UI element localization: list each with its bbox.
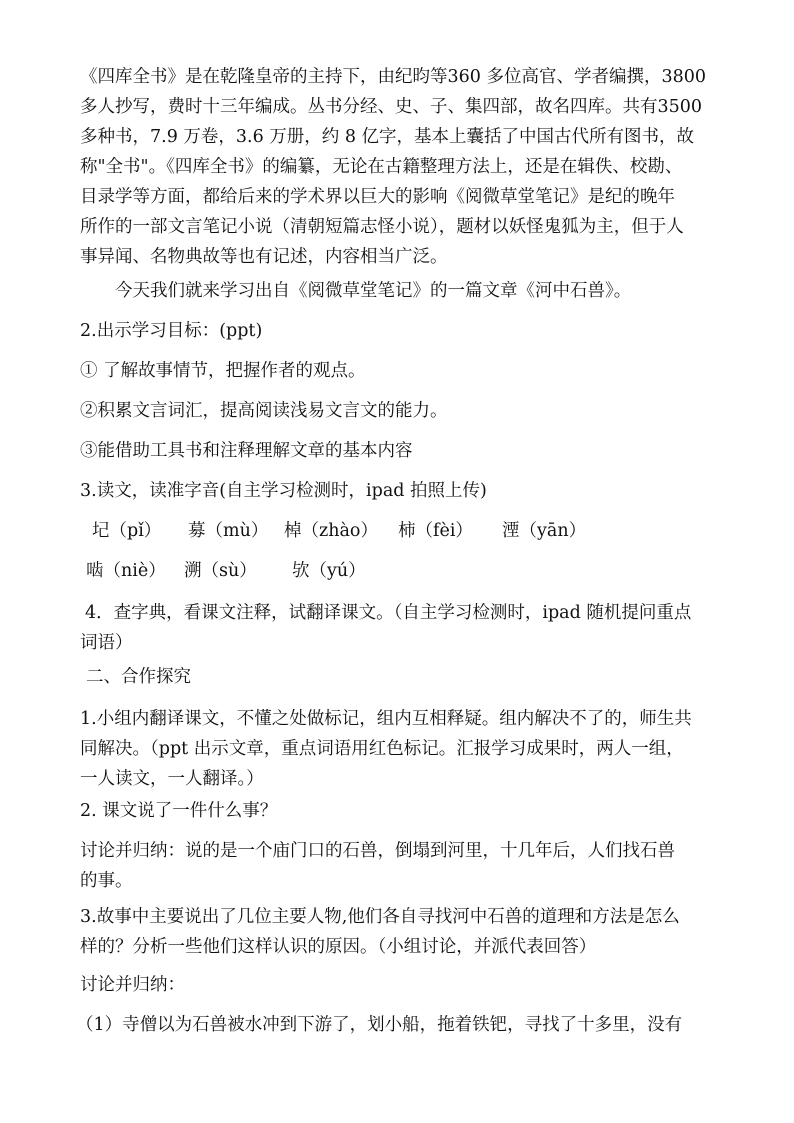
step4-line: 词语） [80, 633, 133, 653]
pinyin-item: 棹（zhào） [284, 521, 378, 541]
coop3-line: 3.故事中主要说出了几位主要人物,他们各自寻找河中石兽的道理和方法是怎么 [80, 907, 680, 927]
step4-paragraph [80, 598, 720, 658]
coop2-question: 2. 课文说了一件什么事？ [80, 801, 278, 821]
today-sentence: 今天我们就来学习出自《阅微草堂笔记》的一篇文章《河中石兽》。 [115, 281, 632, 301]
pinyin-item: 圮（pǐ） [92, 521, 162, 541]
goal-item: ②积累文言词汇，提高阅读浅易文言文的能力。 [80, 401, 448, 421]
intro-line: 称"全书"。《四库全书》的编纂，无论在古籍整理方法上，还是在辑佚、校勘、 [80, 157, 683, 177]
intro-line: 《四库全书》是在乾隆皇帝的主持下，由纪昀等360 多位高官、学者编撰，3800 [80, 67, 706, 87]
intro-paragraph [80, 62, 720, 272]
pinyin-item: 欤（yú） [292, 561, 366, 581]
intro-line: 所作的一部文言笔记小说（清朝短篇志怪小说），题材以妖怪鬼狐为主，但于人 [80, 217, 684, 237]
intro-line: 多种书，7.9 万卷，3.6 万册，约 8 亿字，基本上囊括了中国古代所有图书，故 [80, 127, 695, 147]
pinyin-item: 湮（yān） [502, 521, 587, 541]
intro-line: 事异闻、名物典故等也有记述，内容相当广泛。 [80, 247, 448, 267]
coop3-line: 样的？分析一些他们这样认识的原因。（小组讨论，并派代表回答） [80, 937, 597, 957]
intro-line: 多人抄写，费时十三年编成。丛书分经、史、子、集四部，故名四库。共有3500 [80, 97, 703, 117]
coop1-line: 一人读文，一人翻译。） [80, 769, 264, 789]
pinyin-row-2 [80, 556, 720, 586]
disc1-paragraph [80, 836, 720, 896]
pinyin-item: 柿（fèi） [398, 521, 473, 541]
point1-text: （1）寺僧以为石兽被水冲到下游了，划小船，拖着铁钯，寻找了十多里，没有 [76, 1015, 683, 1035]
coop1-paragraph [80, 704, 720, 794]
pinyin-item: 啮（niè） [86, 561, 166, 581]
section-heading: 二、合作探究 [86, 667, 191, 687]
reading-heading: 3.读文，读准字音(自主学习检测时，ipad 拍照上传) [80, 481, 487, 501]
intro-line: 目录学等方面，都给后来的学术界以巨大的影响《阅微草堂笔记》是纪的晚年 [80, 187, 675, 207]
goal-item: ① 了解故事情节，把握作者的观点。 [80, 361, 366, 381]
coop1-line: 1.小组内翻译课文，不懂之处做标记，组内互相释疑。组内解决不了的，师生共 [80, 709, 692, 729]
coop3-paragraph [80, 902, 720, 962]
goals-heading: 2.出示学习目标：(ppt) [80, 321, 263, 341]
pinyin-row-1 [80, 516, 720, 546]
disc1-line: 讨论并归纳：说的是一个庙门口的石兽，倒塌到河里，十几年后，人们找石兽 [80, 841, 675, 861]
coop1-line: 同解决。（ppt 出示文章，重点词语用红色标记。汇报学习成果时，两人一组， [80, 739, 684, 759]
goal-item: ③能借助工具书和注释理解文章的基本内容 [80, 441, 413, 461]
pinyin-item: 募（mù） [188, 521, 269, 541]
pinyin-item: 溯（sù） [184, 561, 257, 581]
step4-line: 4．查字典，看课文注释，试翻译课文。（自主学习检测时，ipad 随机提问重点 [85, 603, 692, 623]
disc1-line: 的事。 [80, 871, 133, 891]
disc2-label: 讨论并归纳： [80, 975, 185, 995]
